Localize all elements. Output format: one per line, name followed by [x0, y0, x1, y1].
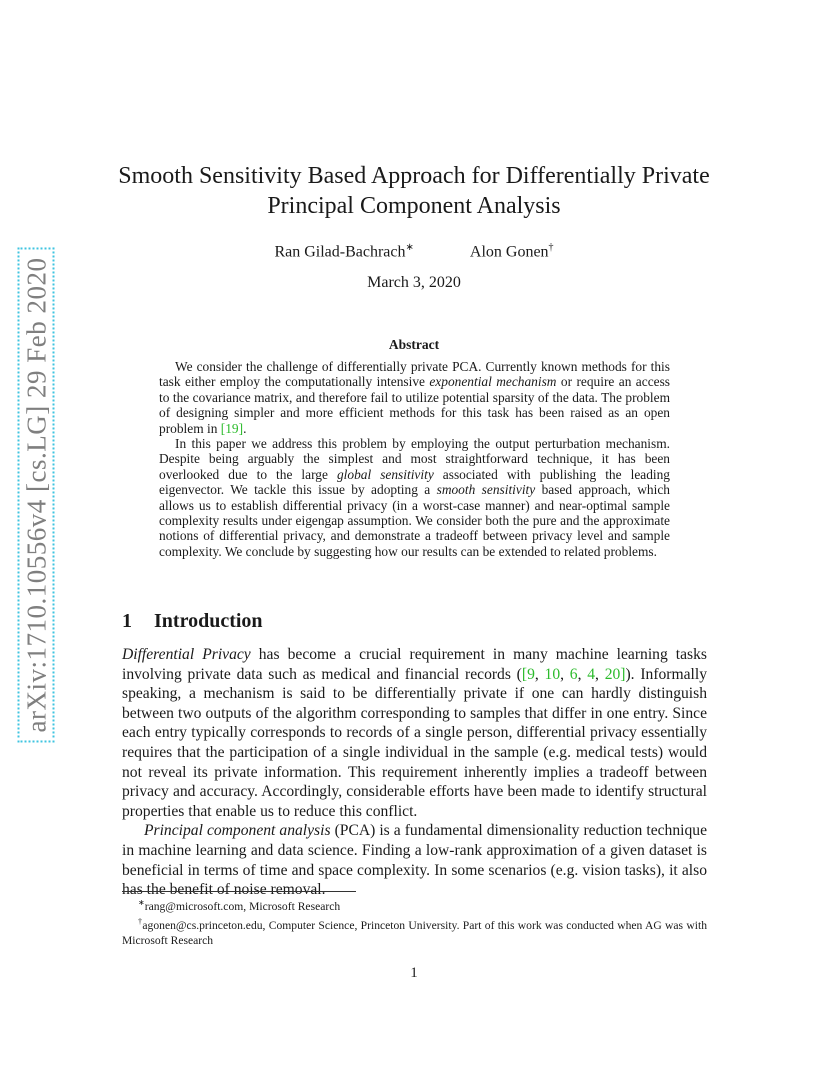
author-1-footnote-mark[interactable]: ∗	[405, 242, 414, 253]
intro-p2-text-a: (PCA) is a fundamental dimensionality reduction technique in machine learning and data science. Finding a low-rank approximation of a given dataset is beneficial in terms of time and space complexity. In some scenarios (e.g. vision tasks), it also has the benefit of noise removal.	[122, 822, 708, 899]
citation-separator: ,	[534, 665, 545, 683]
title-line-1: Smooth Sensitivity Based Approach for Differentially Private	[118, 163, 710, 189]
abstract-p2-text-c: based approach, which allows us to establish differential privacy (in a worst-case manner) and near-optimal sample complexity results under eigengap assumption. We consider both the pure and the approximate notions of differential privacy, and demonstrate a tradeoff between privacy level and sample complexity. We conclude by suggesting how our results can be extended to related problems.	[159, 482, 670, 559]
paper-title	[110, 161, 718, 221]
abstract-p1-text-a: We consider the challenge of differentially private PCA. Currently known methods for this task either employ the computationally intensive	[159, 359, 670, 390]
abstract-heading: Abstract	[388, 337, 440, 352]
author-2-footnote-mark[interactable]: †	[548, 242, 554, 253]
citation-separator: ,	[577, 665, 588, 683]
footnote-1-mark: ∗	[138, 898, 145, 907]
citation-link[interactable]: 10	[544, 665, 561, 683]
footnote-rule	[122, 891, 356, 892]
intro-p1-emphasis: Differential Privacy	[122, 646, 251, 663]
citation-separator: ,	[560, 665, 570, 683]
intro-paragraph-2	[122, 821, 707, 899]
arxiv-identifier[interactable]: arXiv:1710.10556v4 [cs.LG] 29 Feb 2020	[18, 248, 55, 743]
citation-link[interactable]: 20	[604, 665, 621, 683]
footnote-1-text: rang@microsoft.com, Microsoft Research	[144, 899, 341, 913]
citation-separator: ,	[595, 665, 605, 683]
citation-link[interactable]: 9	[527, 665, 535, 683]
intro-p2-emphasis: Principal component analysis	[144, 822, 331, 840]
abstract-p1-text-c: .	[243, 420, 247, 436]
author-2	[470, 238, 554, 262]
abstract-body	[159, 359, 670, 559]
footnote-2	[122, 914, 707, 948]
introduction-body	[122, 645, 707, 900]
citation-link[interactable]: 6	[569, 665, 578, 683]
footnotes	[122, 895, 707, 948]
abstract-paragraph-1	[159, 359, 670, 436]
author-list	[110, 238, 718, 262]
abstract-p2-text-b: associated with publishing the leading eigenvector. We tackle this issue by adopting a	[159, 466, 671, 498]
citation-link[interactable]: [19]	[220, 420, 244, 436]
abstract-paragraph-2	[159, 436, 670, 559]
section-title: Introduction	[154, 610, 263, 632]
abstract-p2-emphasis-1: global sensitivity	[336, 466, 434, 482]
page-number: 1	[410, 965, 418, 981]
footnote-2-mark: †	[138, 916, 143, 926]
intro-p1-text-a: has become a crucial requirement in many machine learning tasks involving private data such as medical and financial records (	[122, 646, 707, 683]
intro-p1-text-b: ). Informally speaking, a mechanism is said to be differentially private if one can hardly distinguish between two outputs of the algorithm corresponding to samples that differ in one entry. Since each entry typically corresponds to records of a single person, differential privacy essentially requires that the participation of a single individual in the sample (e.g. medical tests) would not reveal its private information. This requirement inherently implies a tradeoff between privacy and accuracy. Accordingly, considerable efforts have been made to identify structural properties that enable us to reduce this conflict.	[122, 665, 708, 820]
section-heading	[122, 609, 263, 633]
title-line-2: Principal Component Analysis	[267, 193, 561, 219]
publication-date: March 3, 2020	[367, 274, 461, 291]
citation-open-bracket[interactable]: [	[521, 665, 528, 683]
author-2-name: Alon Gonen	[469, 243, 549, 261]
section-number: 1	[122, 610, 132, 632]
citation-close-bracket[interactable]: ]	[620, 665, 626, 683]
abstract-p2-text-a: In this paper we address this problem by employing the output perturbation mechanism. Despite being arguably the simplest and most straightforward technique, it has been overlooked due to the large	[159, 436, 670, 482]
footnote-1	[122, 895, 707, 914]
abstract-p1-text-b: or require an access to the covariance matrix, and therefore fail to utilize potential sparsity of the data. The problem of designing simpler and more efficient methods for this task has been raised as an open problem in	[159, 374, 671, 436]
abstract-p1-emphasis: exponential mechanism	[429, 374, 557, 390]
author-1-name: Ran Gilad-Bachrach	[274, 243, 406, 261]
citation-link[interactable]: 4	[587, 665, 596, 683]
footnote-2-text: agonen@cs.princeton.edu, Computer Science, Princeton University. Part of this work was conducted when AG was with Microsoft Research	[122, 918, 707, 947]
intro-paragraph-1	[122, 645, 707, 821]
abstract-p2-emphasis-2: smooth sensitivity	[436, 482, 536, 498]
author-1	[274, 238, 413, 262]
